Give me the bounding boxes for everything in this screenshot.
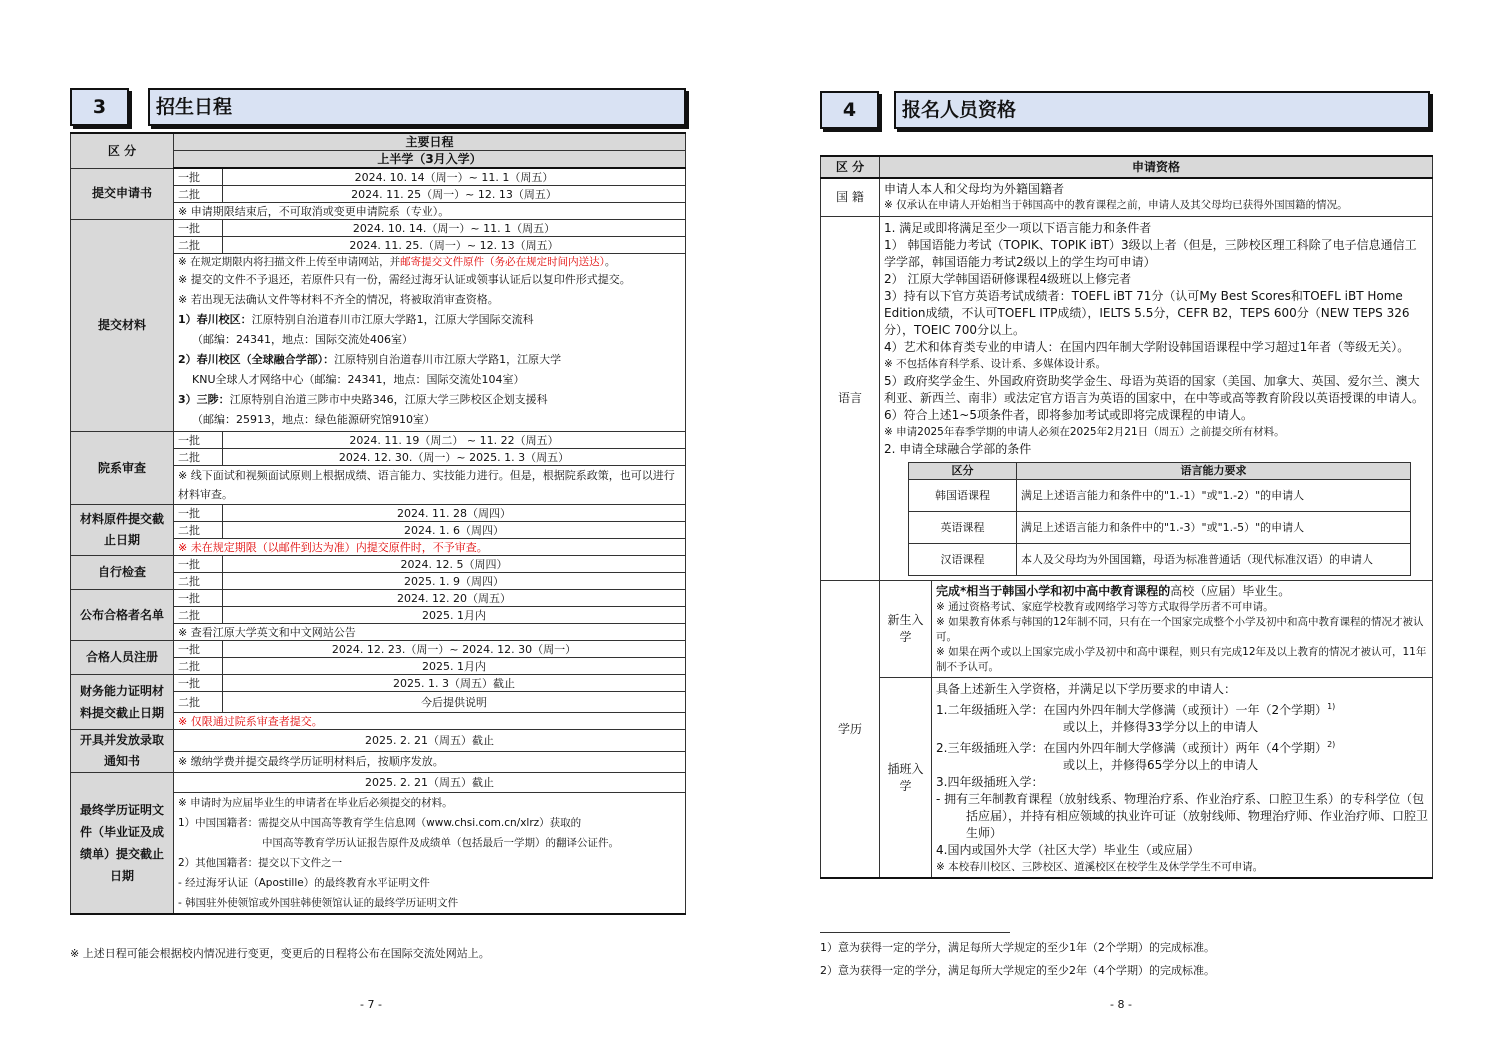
batch-label: 一批 — [174, 168, 223, 186]
footnote-1: 1）意为获得一定的学分，满足每所大学规定的至少1年（2个学期）的完成标准。 — [820, 941, 1215, 954]
course-name: 英语课程 — [909, 512, 1017, 544]
row-label-finance: 财务能力证明材料提交截止日期 — [71, 675, 174, 730]
address-text: 江原特别自治道春川市江原大学路1，江原大学 — [334, 353, 562, 366]
row-label-review: 院系审查 — [71, 432, 174, 505]
transfer-2nd — [936, 698, 1428, 719]
row-label-education: 学历 — [821, 581, 880, 879]
batch-label: 一批 — [174, 220, 223, 237]
text: 具备上述新生入学资格，并满足以下学历要求的申请人： — [936, 682, 1237, 696]
batch-label: 一批 — [174, 432, 223, 449]
note: ※ 若出现无法确认文件等材料不齐全的情况，将被取消审查资格。 — [178, 293, 499, 306]
note: ※ 申请2025年春季学期的申请人必须在2025年2月21日（周五）之前提交所有材料。 — [884, 426, 1285, 438]
inner-header-requirement: 语言能力要求 — [1017, 463, 1411, 480]
row-label-notice: 开具并发放录取通知书 — [71, 730, 174, 773]
text: 4.国内或国外大学（社区大学）毕业生（或应届） — [936, 843, 1200, 857]
note: ※ 申请期限结束后，不可取消或变更申请院系（专业）。 — [174, 203, 686, 220]
date-value: 2025. 1. 3（周五）截止 — [223, 675, 686, 692]
note-end: 。 — [604, 256, 616, 268]
row-label-original: 材料原件提交截止日期 — [71, 505, 174, 556]
text: 3.四年级插班入学： — [936, 775, 1044, 789]
note: ※ 线下面试和视频面试原则上根据成绩、语言能力、实技能力进行。但是，根据院系政策，也可以进行材料审查。 — [174, 466, 686, 505]
text: 1） 韩国语能力考试（TOPIK、TOPIK iBT）3级以上者（但是，三陟校区理工科除了电子信息通信工学学部，韩国语能力考试2级以上的学生均可申请） — [884, 238, 1417, 269]
batch-label: 二批 — [174, 186, 223, 203]
section-number: 4 — [820, 91, 879, 129]
note: 中国高等教育学历认证报告原件及成绩单（包括最后一学期）的翻译公证件。 — [262, 837, 619, 849]
note: ※ 如果教育体系与韩国的12年制不同，只有在一个国家完成整个小学及初中和高中教育课程的情况才被认可。 — [936, 616, 1424, 643]
text: 6）符合上述1~5项条件者，即将参加考试或即将完成课程的申请人。 — [884, 408, 1253, 422]
note: ※ 仅限通过院系审查者提交。 — [174, 713, 686, 730]
note: ※ 提交的文件不予退还，若原件只有一份，需经过海牙认证或领事认证后以复印件形式提交。 — [178, 273, 631, 286]
batch-label: 二批 — [174, 522, 223, 539]
note: ※ 缴纳学费并提交最终学历证明材料后，按顺序发放。 — [174, 751, 686, 773]
section-4-header — [820, 91, 1432, 129]
note: 1）中国国籍者：需提交从中国高等教育学生信息网（www.chsi.com.cn/xlrz）获取的 — [178, 817, 582, 829]
course-requirement: 满足上述语言能力和条件中的"1.-1）"或"1.-2）"的申请人 — [1017, 480, 1411, 512]
batch-label: 一批 — [174, 505, 223, 522]
batch-label: 二批 — [174, 237, 223, 254]
note: ※ 通过资格考试、家庭学校教育或网络学习等方式取得学历者不可申请。 — [936, 601, 1274, 613]
freshman-label: 新生入学 — [880, 581, 932, 678]
address-2 — [178, 350, 681, 370]
date-value: 2024. 12. 5（周四） — [223, 556, 686, 573]
batch-label: 二批 — [174, 449, 223, 466]
course-name: 汉语课程 — [909, 544, 1017, 576]
footnote-mark: 1) — [1327, 702, 1336, 711]
course-requirement: 满足上述语言能力和条件中的"1.-3）"或"1.-5）"的申请人 — [1017, 512, 1411, 544]
nationality-content — [880, 178, 1433, 217]
header-category: 区 分 — [821, 156, 880, 178]
address-text: 江原特别自治道三陟市中央路346，江原大学三陟校区企划支援科 — [229, 393, 548, 406]
address-detail: （邮编：25913，地点：绿色能源研究馆910室） — [192, 413, 435, 426]
header-main-schedule: 主要日程 — [174, 133, 686, 151]
text: 1.二年级插班入学：在国内外四年制大学修满（或预计）一年（2个学期） — [936, 703, 1328, 717]
text: 3）持有以下官方英语考试成绩者：TOEFL iBT 71分（认可My Best Scores和TOEFL iBT Home Edition成绩，不认可TOEFL ITP成绩），IELTS 5.5分，CEFR B2，TEPS 600分（NEW TEPS 326分），TOEIC 700分以上。 — [884, 289, 1410, 337]
footnote-2: 2）意为获得一定的学分，满足每所大学规定的至少2年（4个学期）的完成标准。 — [820, 964, 1215, 977]
header-category: 区 分 — [71, 133, 174, 168]
address-title: 3）三陟： — [178, 393, 230, 406]
footnote-divider — [820, 932, 1010, 933]
note: 2）其他国籍者：提交以下文件之一 — [178, 857, 343, 869]
batch-label: 一批 — [174, 641, 223, 658]
transfer-label: 插班入学 — [880, 678, 932, 879]
row-label-register: 合格人员注册 — [71, 641, 174, 675]
inner-header-category: 区分 — [909, 463, 1017, 480]
section-3-header — [70, 88, 685, 126]
note: ※ 申请时为应届毕业生的申请者在毕业后必须提交的材料。 — [178, 797, 453, 809]
row-label-announce: 公布合格者名单 — [71, 590, 174, 641]
schedule-table — [70, 132, 686, 915]
batch-label: 二批 — [174, 692, 223, 713]
freshman-content — [932, 581, 1433, 678]
qualification-table — [820, 155, 1433, 879]
text-bold: 完成*相当于韩国小学和初中高中教育课程的 — [936, 584, 1171, 598]
date-value: 2025. 1. 9（周四） — [223, 573, 686, 590]
section-number: 3 — [70, 88, 129, 126]
text: 4）艺术和体育类专业的申请人：在国内四年制大学附设韩国语课程中学习超过1年者（等级无关）。 — [884, 340, 1410, 354]
address-detail: KNU全球人才网络中心（邮编：24341，地点：国际交流处104室） — [192, 373, 525, 386]
schedule-footer-note: ※ 上述日程可能会根据校内情况进行变更，变更后的日程将公布在国际交流处网站上。 — [70, 947, 490, 960]
text: 2.三年级插班入学：在国内外四年制大学修满（或预计）两年（4个学期） — [936, 741, 1328, 755]
row-label-apply: 提交申请书 — [71, 168, 174, 220]
batch-label: 一批 — [174, 556, 223, 573]
batch-label: 二批 — [174, 573, 223, 590]
transfer-3rd — [936, 736, 1428, 757]
date-value: 2024. 11. 28（周四） — [223, 505, 686, 522]
note: ※ 未在规定期限（以邮件到达为准）内提交原件时，不予审查。 — [174, 539, 686, 556]
header-semester: 上半学（3月入学） — [174, 151, 686, 169]
text: 或以上，并修得65学分以上的申请人 — [1063, 758, 1259, 772]
final-notes — [174, 793, 686, 915]
course-requirement: 本人及父母均为外国国籍，母语为标准普通话（现代标准汉语）的申请人 — [1017, 544, 1411, 576]
text: 1. 满足或即将满足至少一项以下语言能力和条件者 — [884, 221, 1152, 235]
batch-label: 二批 — [174, 658, 223, 675]
note: ※ 如果在两个或以上国家完成小学及初中和高中课程，则只有完成12年及以上教育的情况才被认可，11年制不予认可。 — [936, 646, 1427, 673]
batch-label: 一批 — [174, 590, 223, 607]
row-label-selfcheck: 自行检查 — [71, 556, 174, 590]
date-value: 2025. 1月内 — [223, 658, 686, 675]
date-value: 2025. 1月内 — [223, 607, 686, 624]
date-value: 2025. 2. 21（周五）截止 — [174, 730, 686, 752]
address-title: 1）春川校区： — [178, 313, 252, 326]
batch-label: 二批 — [174, 607, 223, 624]
date-value: 2024. 1. 6（周四） — [223, 522, 686, 539]
date-value: 2024. 11. 25（周一）~ 12. 13（周五） — [223, 186, 686, 203]
section-title: 报名人员资格 — [894, 91, 1430, 129]
section-title: 招生日程 — [148, 88, 686, 126]
date-value: 今后提供说明 — [223, 692, 686, 713]
date-value: 2024. 10. 14（周一）~ 11. 1（周五） — [223, 168, 686, 186]
freshman-text — [936, 583, 1428, 600]
date-value: 2024. 11. 25.（周一）~ 12. 13（周五） — [223, 237, 686, 254]
text: 2. 申请全球融合学部的条件 — [884, 442, 1032, 456]
text: 申请人本人和父母均为外籍国籍者 — [884, 182, 1065, 196]
text: 2） 江原大学韩国语研修课程4级班以上修完者 — [884, 272, 1132, 286]
note: ※ 在规定期限内将扫描文件上传至申请网站，并 — [178, 256, 401, 268]
note: - 经过海牙认证（Apostille）的最终教育水平证明文件 — [178, 877, 430, 889]
address-1 — [178, 310, 681, 330]
address-3 — [178, 390, 681, 410]
page-number: - 8 - — [1110, 998, 1132, 1011]
row-label-nationality: 国 籍 — [821, 178, 880, 217]
date-value: 2024. 12. 23.（周一）~ 2024. 12. 30（周一） — [223, 641, 686, 658]
materials-notes — [174, 254, 686, 432]
footnote-mark: 2) — [1327, 740, 1336, 749]
address-title: 2）春川校区（全球融合学部）： — [178, 353, 335, 366]
date-value: 2025. 2. 21（周五）截止 — [174, 773, 686, 793]
note: ※ 查看江原大学英文和中文网站公告 — [174, 624, 686, 641]
course-name: 韩国语课程 — [909, 480, 1017, 512]
text: 5）政府奖学金生、外国政府资助奖学金生、母语为英语的国家（美国、加拿大、英国、爱尔兰、澳大利亚、新西兰、南非）或法定官方语言为英语的国家中，在中等或高等教育阶段以英语授课的申请人。 — [884, 374, 1425, 405]
date-value: 2024. 10. 14.（周一）~ 11. 1（周五） — [223, 220, 686, 237]
text: 高校（应届）毕业生。 — [1170, 584, 1291, 598]
row-label-materials: 提交材料 — [71, 220, 174, 432]
address-detail: （邮编：24341，地点：国际交流处406室） — [192, 333, 413, 346]
row-label-final: 最终学历证明文件（毕业证及成绩单）提交截止日期 — [71, 773, 174, 915]
date-value: 2024. 12. 20（周五） — [223, 590, 686, 607]
note: ※ 本校春川校区、三陟校区、道溪校区在校学生及休学学生不可申请。 — [936, 861, 1264, 873]
header-qualification: 申请资格 — [880, 156, 1433, 178]
date-value: 2024. 12. 30.（周一）~ 2025. 1. 3（周五） — [223, 449, 686, 466]
note: - 韩国驻外使领馆或外国驻韩使领馆认证的最终学历证明文件 — [178, 897, 459, 909]
note: ※ 仅承认在申请人开始相当于韩国高中的教育课程之前，申请人及其父母均已获得外国国籍的情况。 — [884, 199, 1348, 211]
language-requirement-table — [908, 462, 1411, 576]
language-content — [880, 217, 1433, 581]
row-label-language: 语言 — [821, 217, 880, 581]
note-highlight: 邮寄提交文件原件（务必在规定时间内送达） — [400, 256, 605, 268]
text: 或以上，并修得33学分以上的申请人 — [1063, 720, 1259, 734]
note: ※ 不包括体育科学系、设计系、多媒体设计系。 — [884, 358, 1107, 370]
text: - 拥有三年制教育课程（放射线系、物理治疗系、作业治疗系、口腔卫生系）的专科学位（包括应届），并持有相应领域的执业许可证（放射线师、物理治疗师、作业治疗师、口腔卫生师） — [936, 792, 1429, 840]
transfer-content — [932, 678, 1433, 879]
batch-label: 一批 — [174, 675, 223, 692]
date-value: 2024. 11. 19（周二） ~ 11. 22（周五） — [223, 432, 686, 449]
address-text: 江原特别自治道春川市江原大学路1，江原大学国际交流科 — [251, 313, 534, 326]
page-number: - 7 - — [360, 998, 382, 1011]
